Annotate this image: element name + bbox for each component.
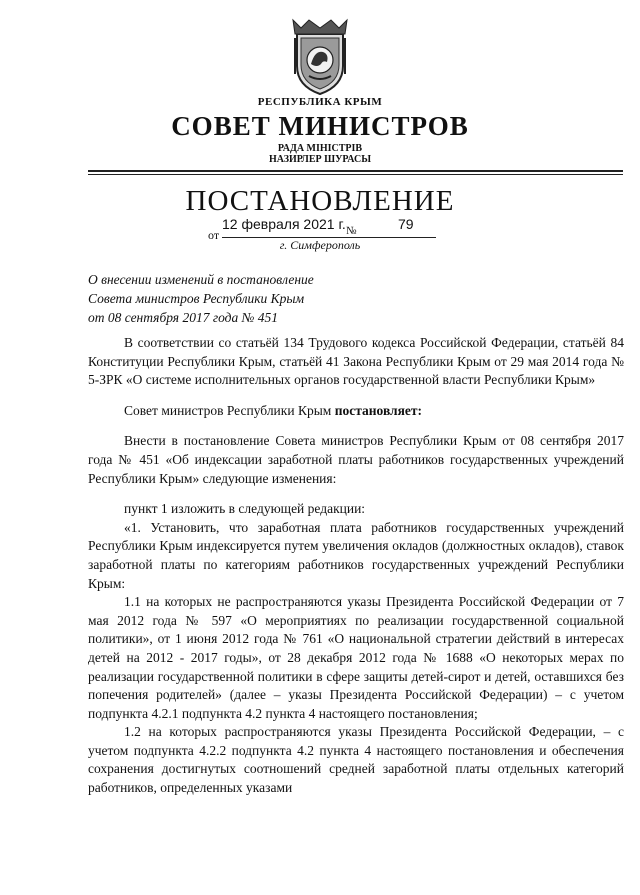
header-rule-thick: [88, 170, 623, 172]
council-title: СОВЕТ МИНИСТРОВ: [171, 111, 469, 141]
city: г. Симферополь: [279, 238, 361, 252]
paragraph-item-1-intro: пункт 1 изложить в следующей редакции:: [124, 501, 366, 517]
resolution-date: 12 февраля 2021 г.: [222, 216, 346, 232]
council-title-ukrainian: РАДА МІНІСТРІВ: [277, 143, 363, 154]
paragraph-item-1-2: 1.2 на которых распространяются указы Президента Российской Федерации, – с учетом подпункта 4.2.2 подпункта 4.2 пункта 4 настоящего постановления и обеспечения сохранения достигнутых соотношений средней заработной платы отдельных категорий работников, определенных указами: [88, 724, 624, 796]
subject-block: [88, 270, 418, 327]
resolves-lead: Совет министров Республики Крым: [124, 402, 335, 418]
document-type-title: ПОСТАНОВЛЕНИЕ: [185, 185, 455, 217]
from-label: от: [208, 228, 220, 242]
date-number-line: [208, 216, 436, 242]
resolution-number: 79: [398, 216, 414, 232]
subject-line: Совета министров Республики Крым: [88, 291, 305, 306]
council-title-crimean-tatar: НАЗИРЛЕР ШУРАСЫ: [268, 154, 372, 165]
subject-line: от 08 сентября 2017 года № 451: [88, 310, 278, 325]
number-sign: №: [346, 225, 357, 237]
document-body: [88, 334, 624, 798]
paragraph-resolves: [88, 402, 624, 421]
paragraph-item-1-1: 1.1 на которых не распространяются указы Президента Российской Федерации от 7 мая 2012 года № 597 «О мероприятиях по реализации государственной социальной политики», от 1 июня 2012 года № 761 «О национальной стратегии действий в интересах детей на 2012 - 2017 годы», от 28 декабря 2012 года № 1688 «О некоторых мерах по реализации государственной политики в сфере защиты детей-сирот и детей, оставшихся без попечения родителей» (далее – указы Президента Российской Федерации) – с учетом подпункта 4.2.1 подпункта 4.2 пункта 4 настоящего постановления;: [88, 594, 624, 721]
republic-name: РЕСПУБЛИКА КРЫМ: [257, 96, 383, 108]
subject-line: О внесении изменений в постановление: [88, 272, 314, 287]
resolves-keyword: постановляет:: [334, 402, 423, 418]
paragraph-legal-basis: В соответствии со статьёй 134 Трудового кодекса Российской Федерации, статьёй 84 Конституции Республики Крым, статьёй 41 Закона Республики Крым от 29 мая 2014 года № 5-ЗРК «О системе исполнительных органов государственной власти Республики Крым»: [88, 335, 624, 388]
paragraph-amendment: Внести в постановление Совета министров Республики Крым от 08 сентября 2017 года № 451 «Об индексации заработной платы работников государственных учреждений Республики Крым» следующие изменения:: [88, 433, 624, 486]
paragraph-item-1: «1. Установить, что заработная плата работников государственных учреждений Республики Крым индексируется путем увеличения окладов (должностных окладов), ставок заработной платы по категориям работников государственных учреждений Республики Крым:: [88, 519, 624, 591]
crimea-coat-of-arms-icon: [289, 16, 351, 96]
header-rule-thin: [88, 174, 623, 175]
